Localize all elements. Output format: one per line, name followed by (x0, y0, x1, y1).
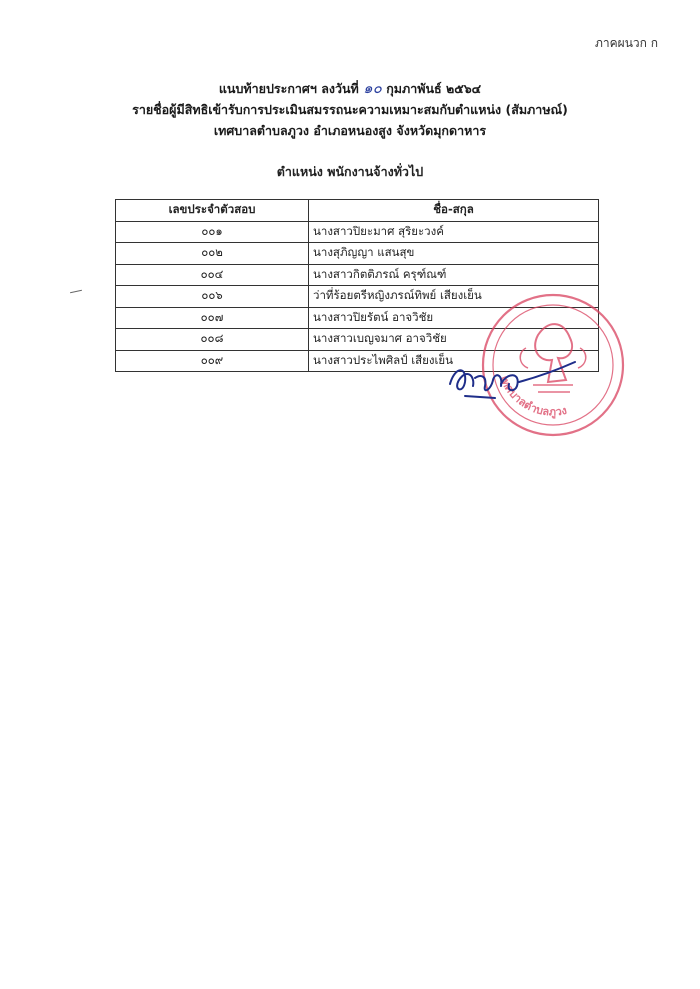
header-line-3: เทศบาลตำบลภูวง อำเภอหนองสูง จังหวัดมุกดาหาร (213, 123, 487, 138)
header-line-1-prefix: แนบท้ายประกาศฯ ลงวันที่ (218, 81, 359, 96)
cell-number: ๐๐๒ (116, 243, 309, 265)
cell-name: ว่าที่ร้อยตรีหญิงภรณ์ทิพย์ เสียงเย็น (309, 286, 599, 308)
cell-number: ๐๐๘ (116, 329, 309, 351)
stray-mark (70, 290, 82, 293)
cell-name: นางสาวปิยะมาศ สุริยะวงค์ (309, 221, 599, 243)
handwritten-day: ๑๐ (363, 79, 382, 97)
column-header-number: เลขประจำตัวสอบ (116, 200, 309, 222)
table-row (116, 264, 599, 286)
header-line-2: รายชื่อผู้มีสิทธิเข้ารับการประเมินสมรรถนะความเหมาะสมกับตำแหน่ง (สัมภาษณ์) (132, 102, 568, 117)
cell-name: นางสาวกิตติภรณ์ ครุฑ์ณฑ์ (309, 264, 599, 286)
cell-number: ๐๐๔ (116, 264, 309, 286)
table-row (116, 243, 599, 265)
cell-name: นางสุภิญญา แสนสุข (309, 243, 599, 265)
cell-number: ๐๐๑ (116, 221, 309, 243)
position-title: ตำแหน่ง พนักงานจ้างทั่วไป (276, 164, 424, 179)
document-header (0, 78, 700, 141)
table-row (116, 221, 599, 243)
annex-label: ภาคผนวก ก (595, 36, 658, 50)
cell-number: ๐๐๗ (116, 307, 309, 329)
column-header-name: ชื่อ-สกุล (309, 200, 599, 222)
cell-name: นางสาวเบญจมาศ อาจวิชัย (309, 329, 599, 351)
header-line-1 (0, 78, 700, 99)
stamp-text: เทศบาลตำบลภูวง (497, 374, 569, 419)
header-line-1-suffix: กุมภาพันธ์ ๒๕๖๔ (386, 81, 482, 96)
table-header-row (116, 200, 599, 222)
cell-name: นางสาวประไพศิลป์ เสียงเย็น (309, 350, 599, 372)
cell-name: นางสาวปิยรัตน์ อาจวิชัย (309, 307, 599, 329)
cell-number: ๐๐๖ (116, 286, 309, 308)
cell-number: ๐๐๙ (116, 350, 309, 372)
handwritten-signature (445, 356, 585, 406)
